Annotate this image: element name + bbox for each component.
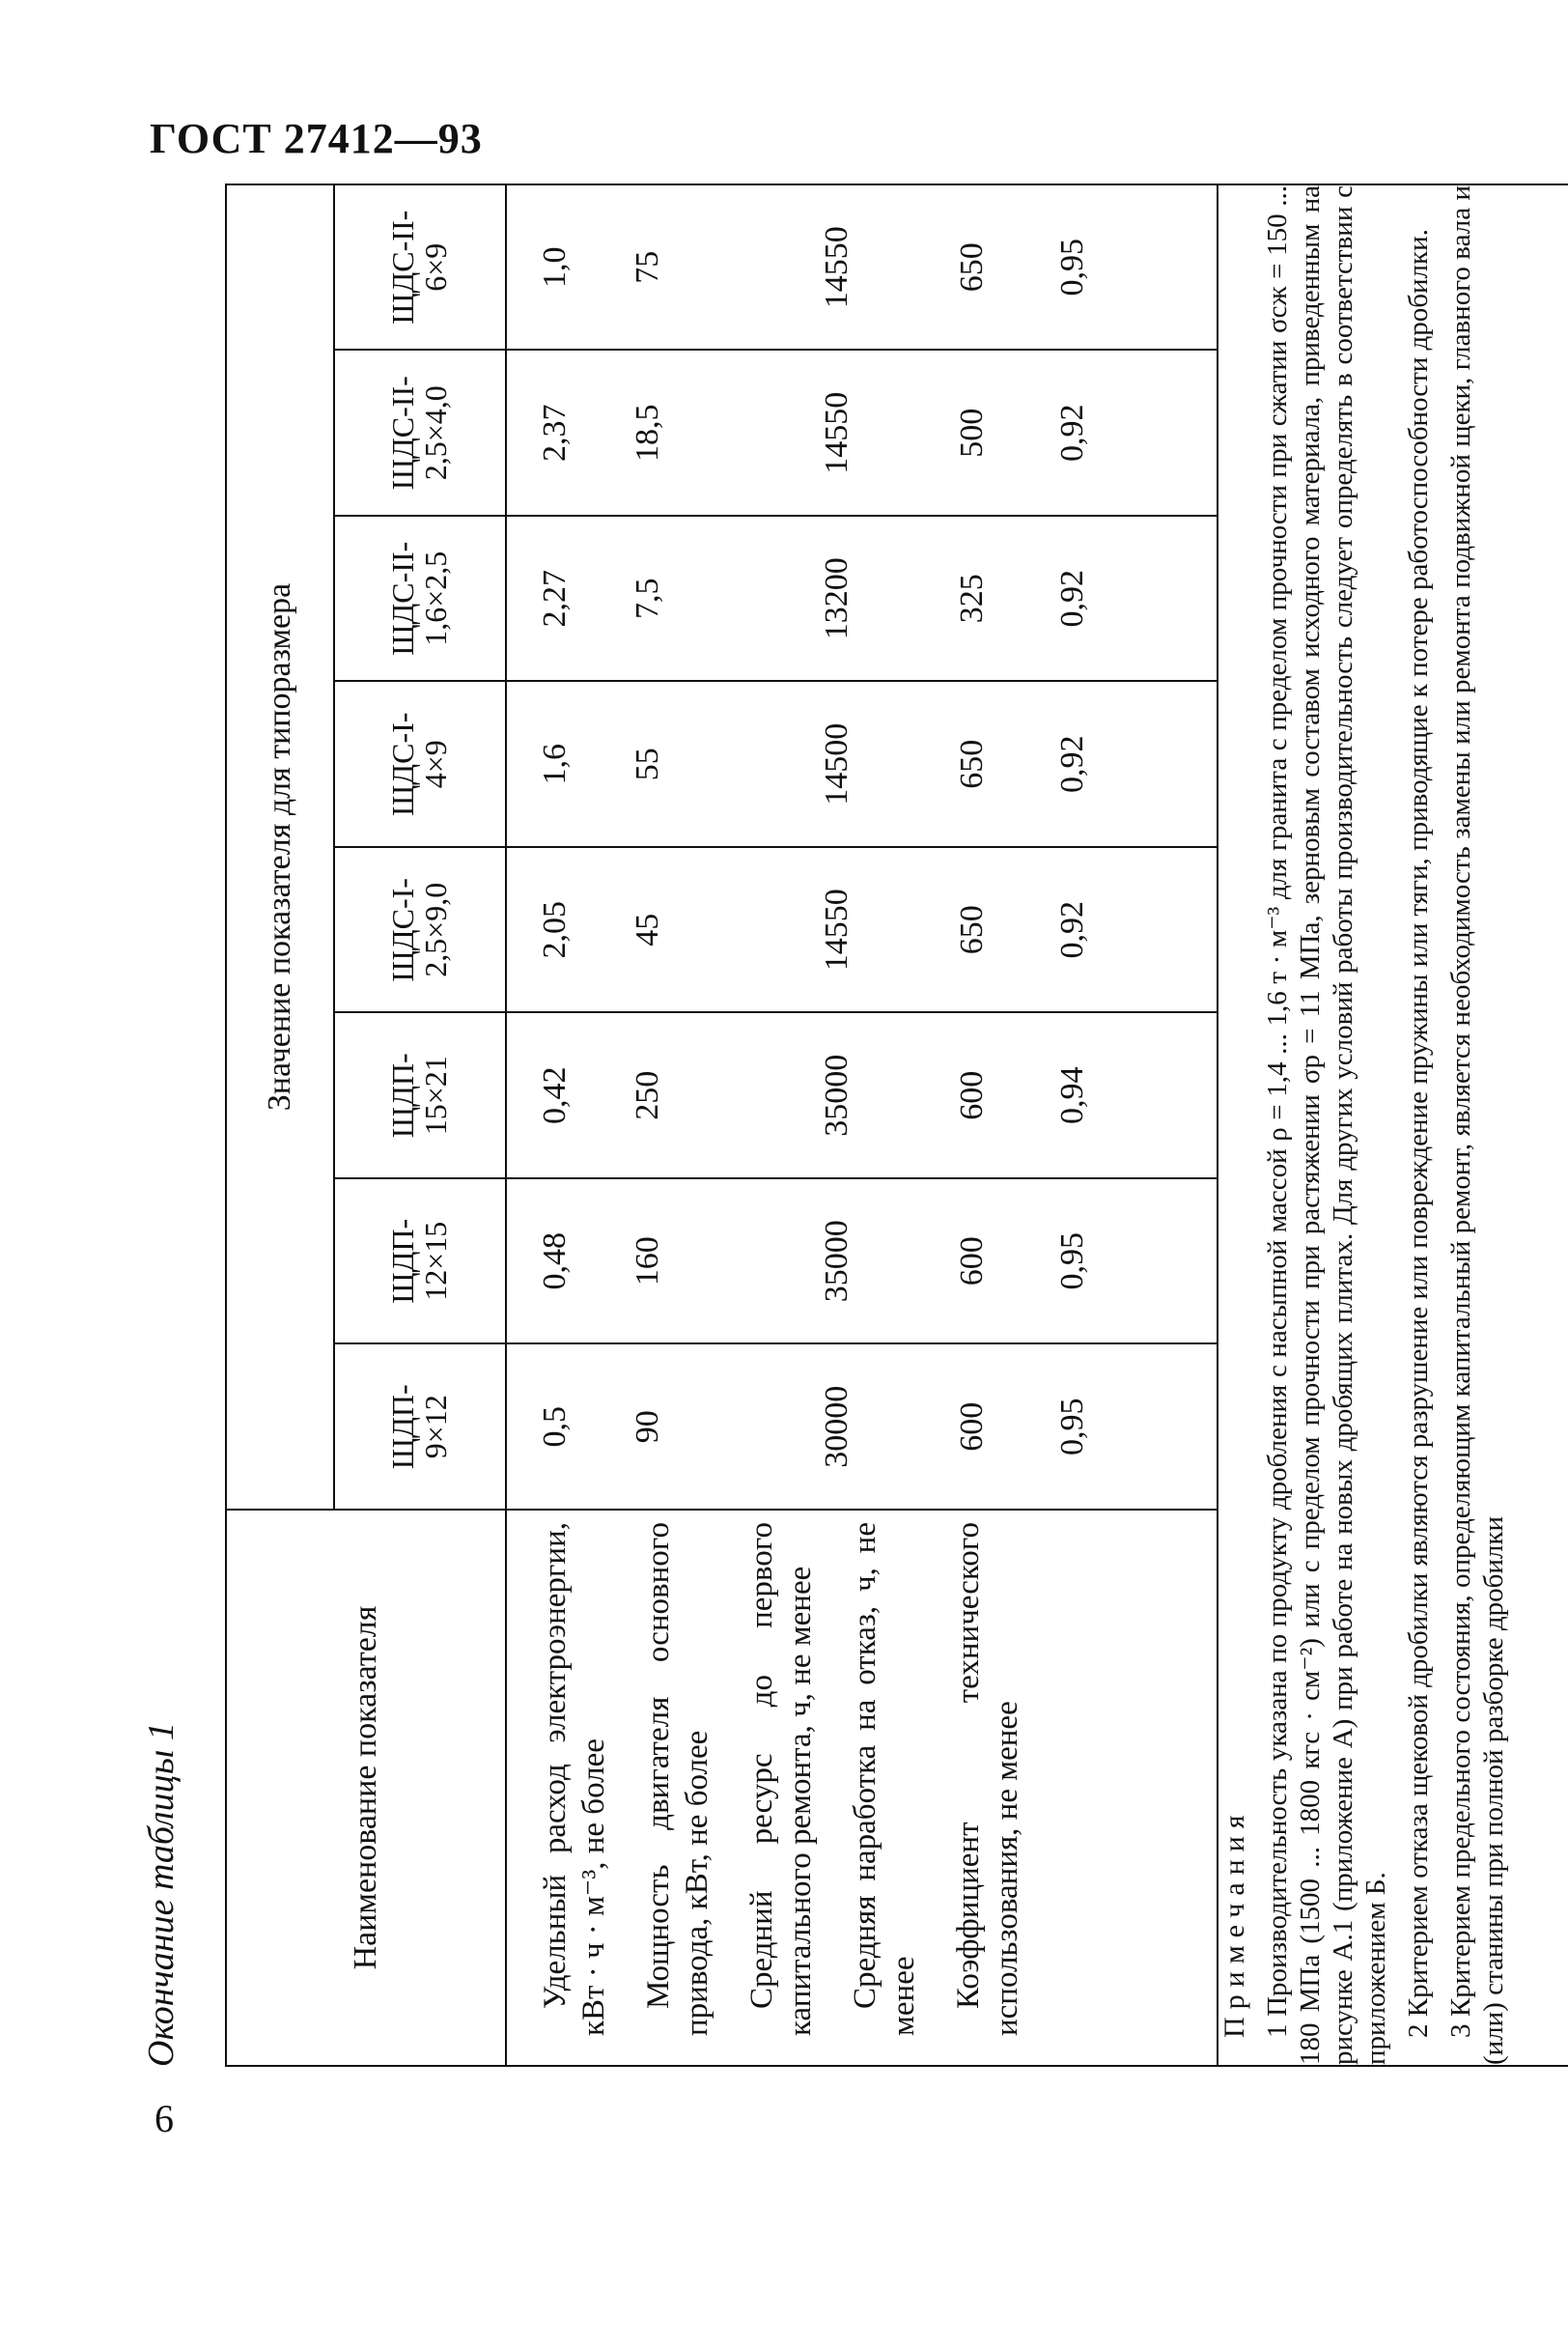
value-cell: 0,5 xyxy=(537,1406,573,1448)
value-cell: 90 xyxy=(630,1410,665,1444)
parameter-name: Удельный расход электроэнергии, кВт · ч · м⁻³, не более xyxy=(538,1522,611,2036)
value-cell: 1,6 xyxy=(537,744,573,785)
value-cell: 35000 xyxy=(819,1054,854,1137)
value-cell: 325 xyxy=(954,574,990,624)
value-cell: 0,95 xyxy=(1054,1398,1090,1455)
value-cell: 160 xyxy=(630,1236,665,1286)
value-cell: 14550 xyxy=(819,226,854,309)
parameter-name: Коэффициент технического использования, не менее xyxy=(951,1522,1024,2036)
value-cell: 13200 xyxy=(819,557,854,640)
value-cell: 1,0 xyxy=(537,246,573,288)
rotated-table-block xyxy=(140,184,1509,2067)
value-cell: 600 xyxy=(954,1236,990,1286)
value-cell: 0,92 xyxy=(1054,570,1090,628)
value-cell: 0,94 xyxy=(1054,1066,1090,1124)
value-cell: 18,5 xyxy=(630,404,665,462)
note-item: 1 Производительность указана по продукту дробления с насыпной массой ρ = 1,4 ... 1,6 т · м⁻³ для гранита с пределом прочности при сжатии σсж = 150 ... 180 МПа (1500 ... 1800 кгс · см⁻²) или с пределом прочности при растяжении σр = 11 МПа, зерновым составом исходного материала, приведенным на рисунке А.1 (приложение А) при работе на новых дробящих плитах. Для других условий работы производительность следует определять в соответствии с приложением Б. xyxy=(1262,185,1391,2065)
value-cell: 75 xyxy=(630,250,665,284)
value-cell: 45 xyxy=(630,913,665,946)
parameter-names-cell xyxy=(506,1510,1218,2066)
note-item: 3 Критерием предельного состояния, определяющим капитальный ремонт, является необходимость замены или ремонта подвижной щеки, главного вала и (или) станины при полной разборке дробилки xyxy=(1445,185,1509,2065)
document-header: ГОСТ 27412—93 xyxy=(150,115,483,162)
size-header: ЩДС-I- 2,5×9,0 xyxy=(334,847,506,1013)
name-column-header: Наименование показателя xyxy=(226,1510,506,2066)
value-cell: 0,92 xyxy=(1054,735,1090,793)
value-cell: 0,92 xyxy=(1054,404,1090,462)
value-cell: 7,5 xyxy=(630,578,665,619)
value-cell: 55 xyxy=(630,748,665,781)
value-cell: 0,95 xyxy=(1054,1232,1090,1290)
values-column xyxy=(506,847,1218,1013)
value-cell: 2,37 xyxy=(537,404,573,462)
value-cell: 14550 xyxy=(819,391,854,474)
page-number: 6 xyxy=(154,2097,174,2140)
value-cell: 0,42 xyxy=(537,1066,573,1124)
value-cell: 35000 xyxy=(819,1220,854,1303)
values-column xyxy=(506,1178,1218,1344)
value-cell: 0,48 xyxy=(537,1232,573,1290)
parameter-name: Средний ресурс до первого капитального ремонта, ч, не менее xyxy=(744,1522,818,2036)
value-cell: 250 xyxy=(630,1070,665,1120)
size-header: ЩДС-II- 6×9 xyxy=(334,184,506,351)
value-cell: 650 xyxy=(954,739,990,789)
value-cell: 2,05 xyxy=(537,901,573,959)
value-cell: 600 xyxy=(954,1070,990,1120)
value-cell: 500 xyxy=(954,408,990,458)
size-header: ЩДС-II- 1,6×2,5 xyxy=(334,516,506,682)
value-cell: 650 xyxy=(954,242,990,293)
value-cell: 0,92 xyxy=(1054,901,1090,959)
size-header: ЩДП- 12×15 xyxy=(334,1178,506,1344)
size-header: ЩДП- 15×21 xyxy=(334,1013,506,1179)
table-caption: Окончание таблицы 1 xyxy=(141,1722,182,2067)
value-cell: 14550 xyxy=(819,889,854,972)
notes-heading: Примечания xyxy=(1218,1807,1250,2038)
values-column xyxy=(506,682,1218,848)
size-header: ЩДС-I- 4×9 xyxy=(334,682,506,848)
value-cell: 2,27 xyxy=(537,570,573,628)
value-cell: 0,95 xyxy=(1054,239,1090,297)
indicators-table xyxy=(225,184,1568,2067)
note-item: 2 Критерием отказа щековой дробилки являются разрушение или повреждение пружины или тяги, приводящие к потере работоспособности дробилки. xyxy=(1403,229,1434,2038)
size-header: ЩДП- 9×12 xyxy=(334,1344,506,1511)
parameter-name: Мощность двигателя основного привода, кВт, не более xyxy=(641,1522,714,2036)
values-column xyxy=(506,351,1218,517)
notes-cell xyxy=(1218,184,1568,2066)
value-cell: 600 xyxy=(954,1401,990,1452)
value-cell: 30000 xyxy=(819,1385,854,1468)
values-column xyxy=(506,184,1218,351)
value-cell: 14500 xyxy=(819,722,854,805)
values-column xyxy=(506,1344,1218,1511)
size-header: ЩДС-II- 2,5×4,0 xyxy=(334,351,506,517)
values-column xyxy=(506,1013,1218,1179)
value-cell: 650 xyxy=(954,905,990,955)
values-column-header: Значение показателя для типоразмера xyxy=(226,184,334,1510)
values-column xyxy=(506,516,1218,682)
parameter-name: Средняя наработка на отказ, ч, не менее xyxy=(848,1522,921,2036)
